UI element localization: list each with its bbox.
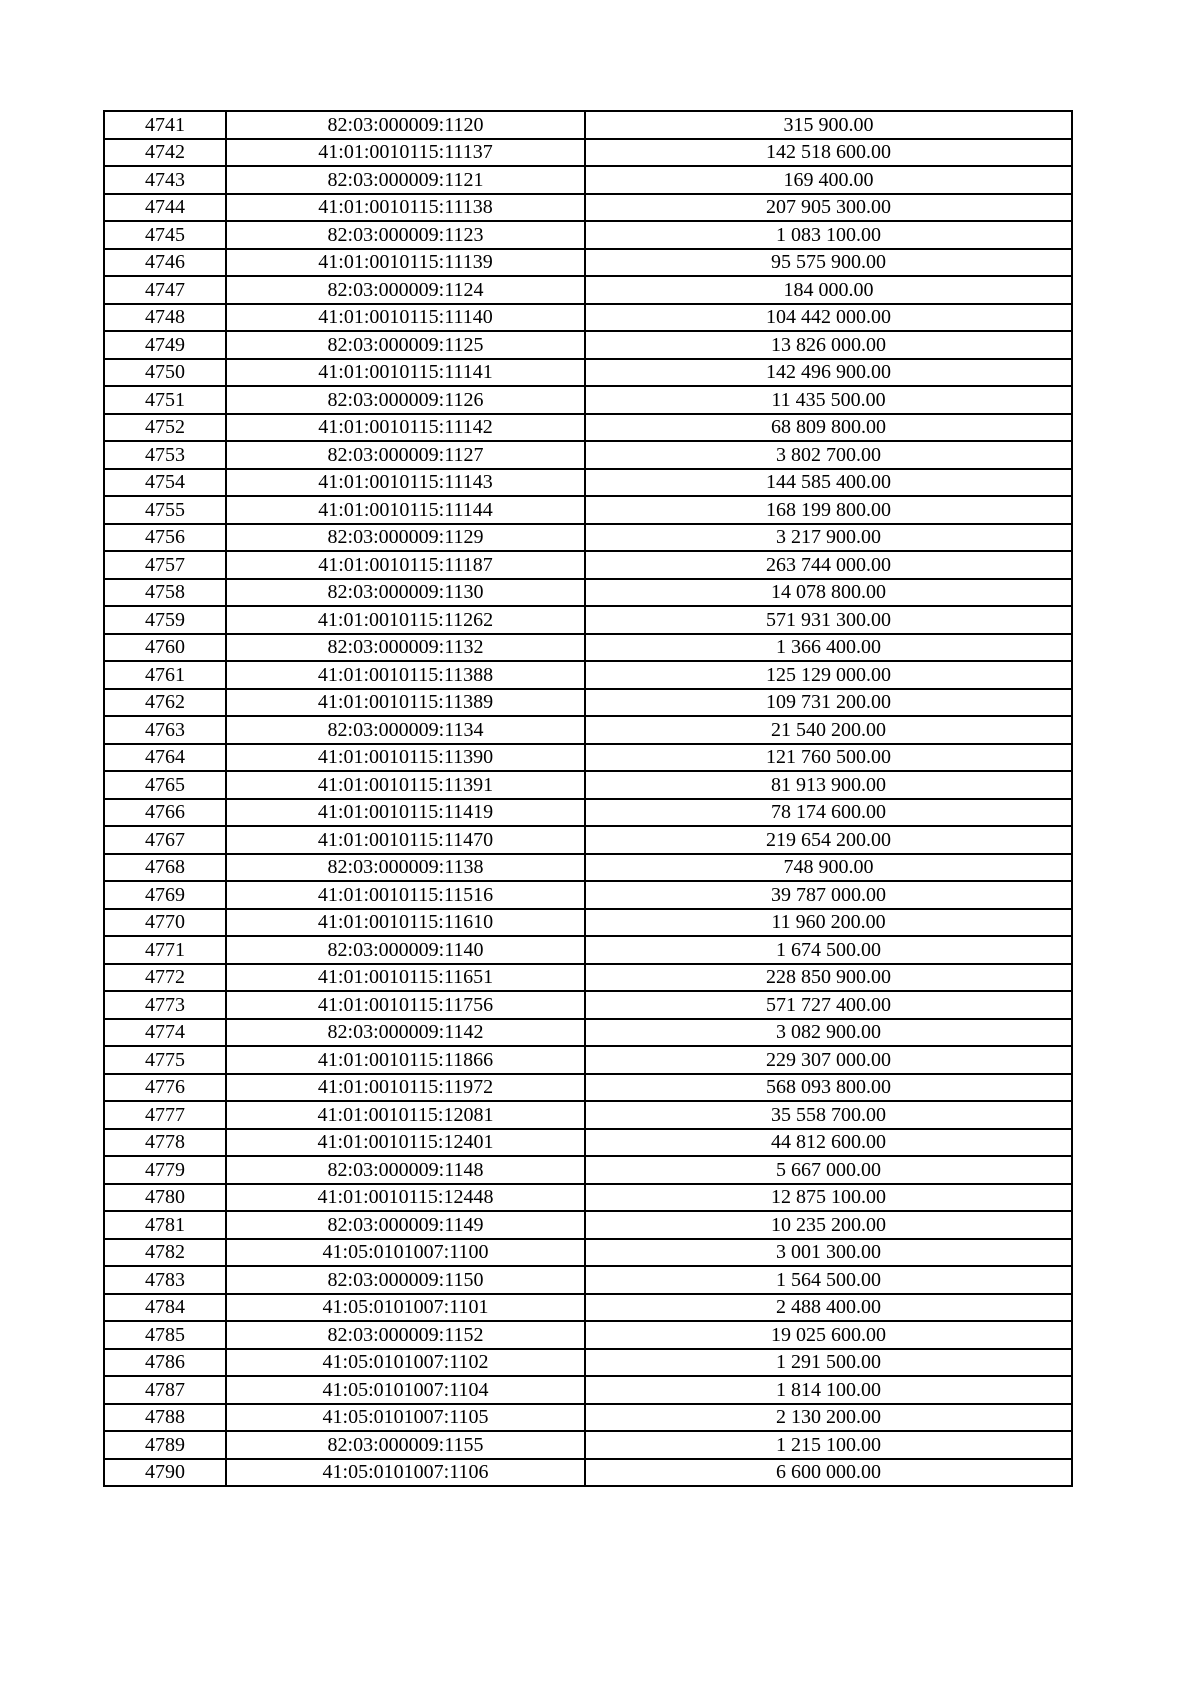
cadastral-number-cell: 41:01:0010115:11866 — [226, 1046, 585, 1074]
cadastral-number-cell: 41:05:0101007:1104 — [226, 1376, 585, 1404]
row-number-cell: 4784 — [104, 1294, 226, 1322]
table-row — [104, 689, 1072, 717]
table-row — [104, 441, 1072, 469]
row-number-cell: 4769 — [104, 881, 226, 909]
cadastral-value-cell: 10 235 200.00 — [585, 1211, 1072, 1239]
table-row — [104, 221, 1072, 249]
cadastral-value-cell: 5 667 000.00 — [585, 1156, 1072, 1184]
cadastral-value-cell: 2 130 200.00 — [585, 1404, 1072, 1432]
cadastral-value-cell: 3 082 900.00 — [585, 1019, 1072, 1047]
table-row — [104, 579, 1072, 607]
cadastral-value-cell: 109 731 200.00 — [585, 689, 1072, 717]
cadastral-number-cell: 41:01:0010115:11390 — [226, 744, 585, 772]
cadastral-value-cell: 207 905 300.00 — [585, 194, 1072, 222]
row-number-cell: 4771 — [104, 936, 226, 964]
row-number-cell: 4765 — [104, 771, 226, 799]
table-row — [104, 139, 1072, 167]
row-number-cell: 4766 — [104, 799, 226, 827]
row-number-cell: 4779 — [104, 1156, 226, 1184]
cadastral-value-cell: 12 875 100.00 — [585, 1184, 1072, 1212]
cadastral-value-cell: 44 812 600.00 — [585, 1129, 1072, 1157]
cadastral-number-cell: 41:01:0010115:12081 — [226, 1101, 585, 1129]
cadastral-number-cell: 41:01:0010115:12448 — [226, 1184, 585, 1212]
table-row — [104, 1046, 1072, 1074]
table-row — [104, 1321, 1072, 1349]
table-row — [104, 276, 1072, 304]
cadastral-value-cell: 2 488 400.00 — [585, 1294, 1072, 1322]
cadastral-value-cell: 81 913 900.00 — [585, 771, 1072, 799]
row-number-cell: 4745 — [104, 221, 226, 249]
cadastral-value-cell: 78 174 600.00 — [585, 799, 1072, 827]
table-row — [104, 1294, 1072, 1322]
row-number-cell: 4751 — [104, 386, 226, 414]
cadastral-value-cell: 14 078 800.00 — [585, 579, 1072, 607]
row-number-cell: 4775 — [104, 1046, 226, 1074]
table-row — [104, 414, 1072, 442]
row-number-cell: 4777 — [104, 1101, 226, 1129]
table-row — [104, 634, 1072, 662]
table-row — [104, 799, 1072, 827]
cadastral-number-cell: 82:03:000009:1134 — [226, 716, 585, 744]
row-number-cell: 4746 — [104, 249, 226, 277]
cadastral-number-cell: 41:01:0010115:11756 — [226, 991, 585, 1019]
row-number-cell: 4776 — [104, 1074, 226, 1102]
cadastral-value-cell: 263 744 000.00 — [585, 551, 1072, 579]
cadastral-number-cell: 41:01:0010115:11391 — [226, 771, 585, 799]
row-number-cell: 4743 — [104, 166, 226, 194]
cadastral-value-cell: 3 802 700.00 — [585, 441, 1072, 469]
table-row — [104, 551, 1072, 579]
cadastral-value-cell: 571 931 300.00 — [585, 606, 1072, 634]
cadastral-value-cell: 3 217 900.00 — [585, 524, 1072, 552]
row-number-cell: 4768 — [104, 854, 226, 882]
table-row — [104, 359, 1072, 387]
row-number-cell: 4785 — [104, 1321, 226, 1349]
cadastral-number-cell: 41:05:0101007:1102 — [226, 1349, 585, 1377]
cadastral-number-cell: 82:03:000009:1142 — [226, 1019, 585, 1047]
cadastral-value-cell: 21 540 200.00 — [585, 716, 1072, 744]
table-row — [104, 854, 1072, 882]
cadastral-number-cell: 41:01:0010115:11470 — [226, 826, 585, 854]
table-row — [104, 1431, 1072, 1459]
cadastral-number-cell: 82:03:000009:1152 — [226, 1321, 585, 1349]
cadastral-value-cell: 229 307 000.00 — [585, 1046, 1072, 1074]
row-number-cell: 4763 — [104, 716, 226, 744]
row-number-cell: 4783 — [104, 1266, 226, 1294]
cadastral-value-cell: 104 442 000.00 — [585, 304, 1072, 332]
table-row — [104, 1156, 1072, 1184]
row-number-cell: 4750 — [104, 359, 226, 387]
row-number-cell: 4758 — [104, 579, 226, 607]
table-row — [104, 249, 1072, 277]
row-number-cell: 4749 — [104, 331, 226, 359]
table-row — [104, 936, 1072, 964]
table-row — [104, 1266, 1072, 1294]
row-number-cell: 4752 — [104, 414, 226, 442]
table-row — [104, 304, 1072, 332]
cadastral-number-cell: 41:01:0010115:11651 — [226, 964, 585, 992]
row-number-cell: 4757 — [104, 551, 226, 579]
table-row — [104, 661, 1072, 689]
cadastral-value-cell: 1 083 100.00 — [585, 221, 1072, 249]
table-row — [104, 1101, 1072, 1129]
cadastral-value-cell: 11 960 200.00 — [585, 909, 1072, 937]
table-row — [104, 1184, 1072, 1212]
cadastral-value-cell: 39 787 000.00 — [585, 881, 1072, 909]
table-row — [104, 1404, 1072, 1432]
row-number-cell: 4753 — [104, 441, 226, 469]
cadastral-value-cell: 1 814 100.00 — [585, 1376, 1072, 1404]
table-row — [104, 1459, 1072, 1487]
cadastral-value-cell: 11 435 500.00 — [585, 386, 1072, 414]
cadastral-value-cell: 95 575 900.00 — [585, 249, 1072, 277]
row-number-cell: 4778 — [104, 1129, 226, 1157]
cadastral-value-cell: 315 900.00 — [585, 111, 1072, 139]
cadastral-value-cell: 6 600 000.00 — [585, 1459, 1072, 1487]
cadastral-value-cell: 1 674 500.00 — [585, 936, 1072, 964]
table-row — [104, 826, 1072, 854]
cadastral-number-cell: 41:01:0010115:12401 — [226, 1129, 585, 1157]
row-number-cell: 4761 — [104, 661, 226, 689]
row-number-cell: 4773 — [104, 991, 226, 1019]
table-row — [104, 881, 1072, 909]
table-row — [104, 991, 1072, 1019]
cadastral-number-cell: 82:03:000009:1149 — [226, 1211, 585, 1239]
row-number-cell: 4756 — [104, 524, 226, 552]
cadastral-number-cell: 41:01:0010115:11389 — [226, 689, 585, 717]
row-number-cell: 4767 — [104, 826, 226, 854]
cadastral-value-cell: 1 291 500.00 — [585, 1349, 1072, 1377]
cadastral-number-cell: 41:01:0010115:11187 — [226, 551, 585, 579]
cadastral-number-cell: 82:03:000009:1124 — [226, 276, 585, 304]
cadastral-value-cell: 142 496 900.00 — [585, 359, 1072, 387]
table-row — [104, 1129, 1072, 1157]
cadastral-number-cell: 41:01:0010115:11388 — [226, 661, 585, 689]
cadastral-number-cell: 41:01:0010115:11140 — [226, 304, 585, 332]
row-number-cell: 4780 — [104, 1184, 226, 1212]
table-row — [104, 166, 1072, 194]
cadastral-number-cell: 82:03:000009:1120 — [226, 111, 585, 139]
row-number-cell: 4790 — [104, 1459, 226, 1487]
cadastral-number-cell: 82:03:000009:1129 — [226, 524, 585, 552]
cadastral-value-cell: 1 366 400.00 — [585, 634, 1072, 662]
cadastral-number-cell: 82:03:000009:1150 — [226, 1266, 585, 1294]
cadastral-number-cell: 82:03:000009:1123 — [226, 221, 585, 249]
table-row — [104, 194, 1072, 222]
row-number-cell: 4754 — [104, 469, 226, 497]
table-row — [104, 606, 1072, 634]
cadastral-value-cell: 1 564 500.00 — [585, 1266, 1072, 1294]
row-number-cell: 4786 — [104, 1349, 226, 1377]
table-row — [104, 1376, 1072, 1404]
cadastral-value-cell: 568 093 800.00 — [585, 1074, 1072, 1102]
row-number-cell: 4770 — [104, 909, 226, 937]
cadastral-value-cell: 68 809 800.00 — [585, 414, 1072, 442]
cadastral-value-cell: 19 025 600.00 — [585, 1321, 1072, 1349]
cadastral-number-cell: 82:03:000009:1127 — [226, 441, 585, 469]
cadastral-number-cell: 41:01:0010115:11144 — [226, 496, 585, 524]
cadastral-number-cell: 41:01:0010115:11262 — [226, 606, 585, 634]
cadastral-number-cell: 82:03:000009:1121 — [226, 166, 585, 194]
cadastral-number-cell: 82:03:000009:1155 — [226, 1431, 585, 1459]
table-row — [104, 1074, 1072, 1102]
table-row — [104, 331, 1072, 359]
table-row — [104, 469, 1072, 497]
cadastral-number-cell: 41:01:0010115:11143 — [226, 469, 585, 497]
cadastral-number-cell: 41:01:0010115:11141 — [226, 359, 585, 387]
cadastral-number-cell: 41:05:0101007:1101 — [226, 1294, 585, 1322]
row-number-cell: 4742 — [104, 139, 226, 167]
cadastral-value-cell: 121 760 500.00 — [585, 744, 1072, 772]
cadastral-value-cell: 1 215 100.00 — [585, 1431, 1072, 1459]
table-row — [104, 386, 1072, 414]
cadastral-number-cell: 82:03:000009:1126 — [226, 386, 585, 414]
table-row — [104, 1239, 1072, 1267]
cadastral-number-cell: 41:01:0010115:11137 — [226, 139, 585, 167]
cadastral-number-cell: 41:01:0010115:11139 — [226, 249, 585, 277]
cadastral-value-cell: 144 585 400.00 — [585, 469, 1072, 497]
cadastral-value-cell: 219 654 200.00 — [585, 826, 1072, 854]
cadastral-number-cell: 41:01:0010115:11419 — [226, 799, 585, 827]
row-number-cell: 4787 — [104, 1376, 226, 1404]
table-row — [104, 1211, 1072, 1239]
cadastral-number-cell: 41:01:0010115:11138 — [226, 194, 585, 222]
cadastral-number-cell: 82:03:000009:1130 — [226, 579, 585, 607]
cadastral-value-cell: 748 900.00 — [585, 854, 1072, 882]
row-number-cell: 4744 — [104, 194, 226, 222]
cadastral-value-cell: 125 129 000.00 — [585, 661, 1072, 689]
table-row — [104, 744, 1072, 772]
cadastral-number-cell: 82:03:000009:1148 — [226, 1156, 585, 1184]
row-number-cell: 4755 — [104, 496, 226, 524]
table-row — [104, 716, 1072, 744]
table-row — [104, 1349, 1072, 1377]
cadastral-value-cell: 571 727 400.00 — [585, 991, 1072, 1019]
cadastral-number-cell: 41:01:0010115:11516 — [226, 881, 585, 909]
row-number-cell: 4741 — [104, 111, 226, 139]
row-number-cell: 4789 — [104, 1431, 226, 1459]
cadastral-number-cell: 82:03:000009:1132 — [226, 634, 585, 662]
cadastral-value-cell: 142 518 600.00 — [585, 139, 1072, 167]
row-number-cell: 4772 — [104, 964, 226, 992]
row-number-cell: 4788 — [104, 1404, 226, 1432]
cadastral-value-cell: 184 000.00 — [585, 276, 1072, 304]
cadastral-number-cell: 41:05:0101007:1106 — [226, 1459, 585, 1487]
row-number-cell: 4762 — [104, 689, 226, 717]
cadastral-number-cell: 82:03:000009:1125 — [226, 331, 585, 359]
row-number-cell: 4748 — [104, 304, 226, 332]
cadastral-value-table — [103, 110, 1073, 1487]
cadastral-value-cell: 3 001 300.00 — [585, 1239, 1072, 1267]
cadastral-value-cell: 169 400.00 — [585, 166, 1072, 194]
table-body — [104, 111, 1072, 1486]
row-number-cell: 4747 — [104, 276, 226, 304]
table-row — [104, 524, 1072, 552]
table-row — [104, 909, 1072, 937]
row-number-cell: 4781 — [104, 1211, 226, 1239]
cadastral-value-cell: 168 199 800.00 — [585, 496, 1072, 524]
cadastral-number-cell: 82:03:000009:1138 — [226, 854, 585, 882]
cadastral-value-cell: 228 850 900.00 — [585, 964, 1072, 992]
row-number-cell: 4764 — [104, 744, 226, 772]
row-number-cell: 4774 — [104, 1019, 226, 1047]
row-number-cell: 4759 — [104, 606, 226, 634]
row-number-cell: 4782 — [104, 1239, 226, 1267]
cadastral-number-cell: 41:05:0101007:1105 — [226, 1404, 585, 1432]
cadastral-number-cell: 82:03:000009:1140 — [226, 936, 585, 964]
table-row — [104, 496, 1072, 524]
table-row — [104, 1019, 1072, 1047]
cadastral-number-cell: 41:01:0010115:11610 — [226, 909, 585, 937]
table-row — [104, 771, 1072, 799]
cadastral-value-cell: 13 826 000.00 — [585, 331, 1072, 359]
table-row — [104, 111, 1072, 139]
cadastral-number-cell: 41:05:0101007:1100 — [226, 1239, 585, 1267]
cadastral-number-cell: 41:01:0010115:11142 — [226, 414, 585, 442]
table-row — [104, 964, 1072, 992]
cadastral-value-cell: 35 558 700.00 — [585, 1101, 1072, 1129]
cadastral-number-cell: 41:01:0010115:11972 — [226, 1074, 585, 1102]
row-number-cell: 4760 — [104, 634, 226, 662]
